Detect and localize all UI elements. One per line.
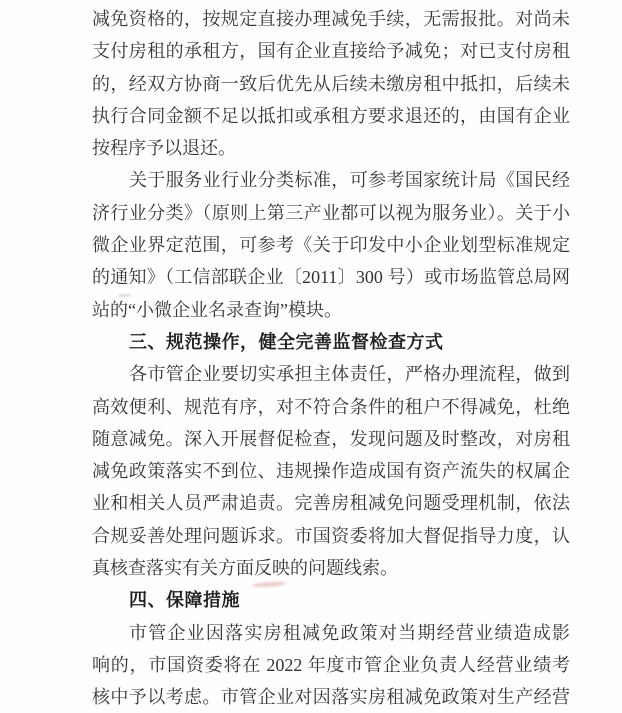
text-line: 支付房租的承租方，国有企业直接给予减免；对已支付房租: [92, 41, 570, 62]
text-line: 执行合同金额不足以抵扣或承租方要求退还的，由国有企业: [92, 105, 570, 126]
text-line: 的，经双方协商一致后优先从后续未缴房租中抵扣，后续未: [92, 73, 570, 94]
text-line: 真核查落实有关方面反映的问题线索。: [92, 558, 398, 579]
text-line: 济行业分类》（原则上第三产业都可以视为服务业）。关于小: [92, 202, 570, 223]
section-heading-4: 四、保障措施: [129, 590, 240, 611]
text-line: 核中予以考虑。市管企业对因落实房租减免政策对生产经营: [92, 687, 570, 708]
document-text-block: [92, 3, 570, 713]
text-line: 响的，市国资委将在 2022 年度市管企业负责人经营业绩考: [92, 654, 570, 675]
text-line: 的通知》（工信部联企业〔2011〕300 号）或市场监管总局网: [92, 267, 570, 288]
text-line: 微企业界定范围，可参考《关于印发中小企业划型标准规定: [92, 235, 570, 256]
section-heading-3: 三、规范操作，健全完善监督检查方式: [129, 331, 444, 352]
text-line: 市管企业因落实房租减免政策对当期经营业绩造成影: [129, 622, 570, 643]
text-line: 关于服务业行业分类标准，可参考国家统计局《国民经: [129, 170, 570, 191]
text-line: 业和相关人员严肃追责。完善房租减免问题受理机制，依法: [92, 493, 570, 514]
text-line: 合规妥善处理问题诉求。市国资委将加大督促指导力度，认: [92, 525, 570, 546]
text-line: 站的“小微企业名录查询”模块。: [92, 299, 342, 320]
text-line: 按程序予以退还。: [92, 138, 236, 159]
text-line: 高效便利、规范有序，对不符合条件的租户不得减免，杜绝: [92, 396, 570, 417]
scan-artifact-gray: [118, 294, 131, 297]
text-line: 减免政策落实不到位、违规操作造成国有资产流失的权属企: [92, 461, 570, 482]
text-line: 各市管企业要切实承担主体责任，严格办理流程，做到: [129, 364, 570, 385]
text-line: 随意减免。深入开展督促检查，发现问题及时整改，对房租: [92, 428, 570, 449]
text-line: 减免资格的，按规定直接办理减免手续，无需报批。对尚未: [92, 9, 570, 29]
